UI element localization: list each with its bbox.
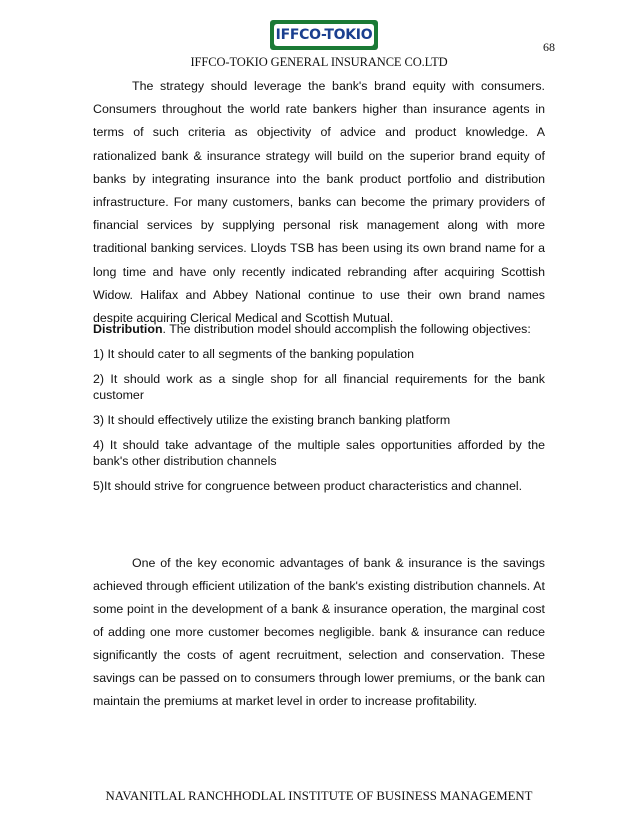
logo-inner — [274, 24, 374, 46]
institute-footer: NAVANITLAL RANCHHODLAL INSTITUTE OF BUSINESS MANAGEMENT — [105, 789, 533, 803]
company-header: IFFCO-TOKIO GENERAL INSURANCE CO.LTD — [190, 55, 448, 69]
distribution-heading: Distribution — [93, 322, 163, 336]
distribution-intro — [93, 321, 545, 337]
iffco-tokio-logo — [270, 20, 378, 50]
objective-item: 3) It should effectively utilize the existing branch banking platform — [93, 413, 451, 427]
paragraph-text: One of the key economic advantages of bank & insurance is the savings achieved through efficient utilization of the bank's existing distribution channels. At some point in the development of a bank & insurance operation, the marginal cost of adding one more customer becomes negligible. bank & insurance can reduce significantly the costs of agent recruitment, selection and conservation. These savings can be passed on to consumers through lower premiums, or the bank can maintain the premiums at market level in order to increase profitability. — [93, 556, 545, 708]
objective-item: 1) It should cater to all segments of the banking population — [93, 347, 414, 361]
logo-text: IFFCO-TOKIO — [275, 27, 373, 43]
objective-item: 2) It should work as a single shop for all financial requirements for the bank customer — [93, 372, 545, 402]
objective-item: 4) It should take advantage of the multiple sales opportunities afforded by the bank's other distribution channels — [93, 438, 545, 468]
paragraph-brand-equity — [93, 75, 545, 330]
distribution-intro-text: . The distribution model should accomplish the following objectives: — [162, 322, 531, 336]
paragraph-economic-advantages — [93, 552, 545, 713]
distribution-section — [93, 321, 545, 503]
objective-item: 5)It should strive for congruence between product characteristics and channel. — [93, 479, 523, 493]
paragraph-text: The strategy should leverage the bank's brand equity with consumers. Consumers throughout the world rate bankers higher than insurance agents in terms of such criteria as objectivity of advice and product knowledge. A rationalized bank & insurance strategy will build on the superior brand equity of banks by integrating insurance into the bank product portfolio and distribution infrastructure. For many customers, banks can become the primary providers of financial services by supplying personal risk management along with more traditional banking services. Lloyds TSB has been using its own brand name for a long time and have only recently indicated rebranding after acquiring Scottish Widow. Halifax and Abbey National continue to use their own brand names despite acquiring Clerical Medical and Scottish Mutual. — [93, 79, 545, 326]
page-number: 68 — [543, 40, 555, 54]
